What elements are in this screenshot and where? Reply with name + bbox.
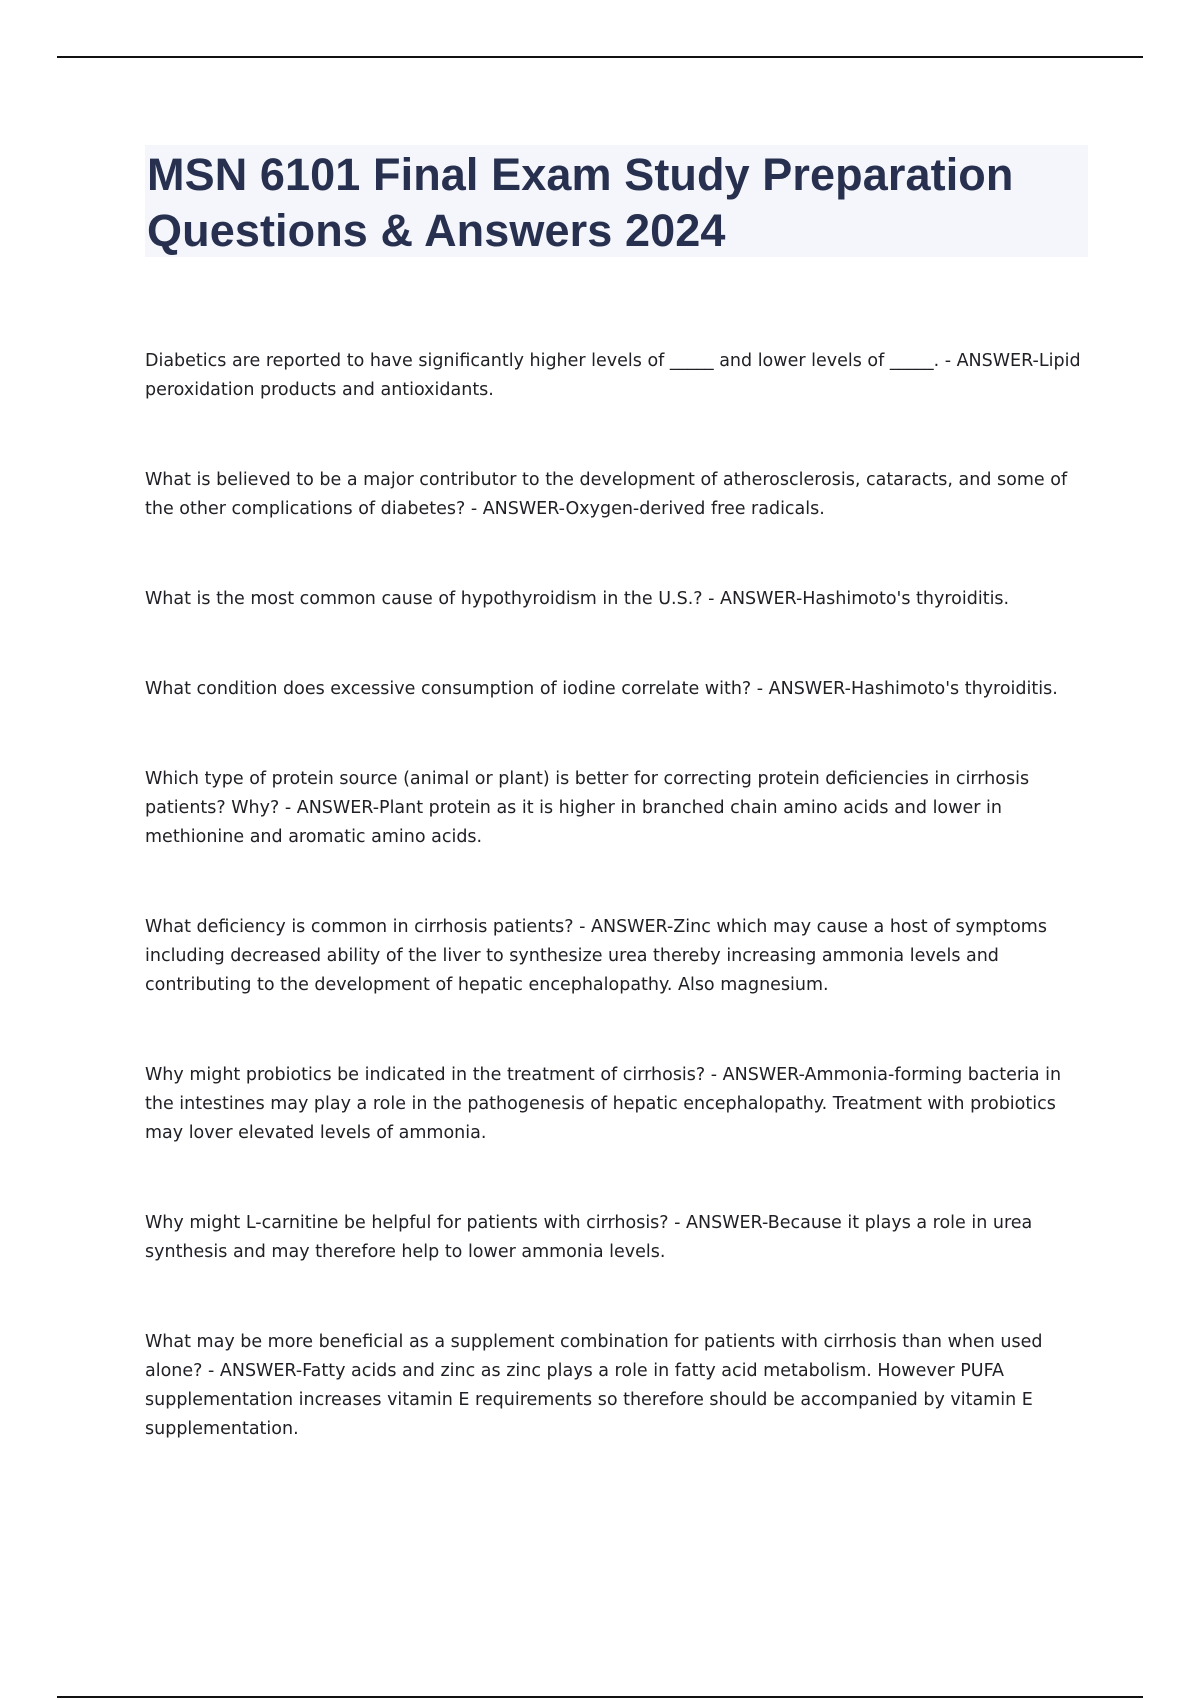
qa-item-3: What is the most common cause of hypothyroidism in the U.S.? - ANSWER-Hashimoto's thyroiditis. [145,589,1010,609]
qa-item-6: What deficiency is common in cirrhosis patients? - ANSWER-Zinc which may cause a host of symptoms including decreased ability of the liver to synthesize urea thereby increasing ammonia levels and contributing to the development of hepatic encephalopathy. Also magnesium. [145,917,1047,995]
qa-item-1: Diabetics are reported to have significantly higher levels of _____ and lower levels of _____. - ANSWER-Lipid peroxidation products and antioxidants. [145,351,1081,400]
qa-item-7: Why might probiotics be indicated in the treatment of cirrhosis? - ANSWER-Ammonia-forming bacteria in the intestines may play a role in the pathogenesis of hepatic encephalopathy. Treatment with probiotics may lover elevated levels of ammonia. [145,1065,1062,1143]
qa-item-8: Why might L-carnitine be helpful for patients with cirrhosis? - ANSWER-Because it plays a role in urea synthesis and may therefore help to lower ammonia levels. [145,1213,1033,1262]
qa-item-5: Which type of protein source (animal or plant) is better for correcting protein deficiencies in cirrhosis patients? Why? - ANSWER-Plant protein as it is higher in branched chain amino acids and lower in methionine and aromatic amino acids. [145,769,1030,847]
qa-item-9: What may be more beneficial as a supplement combination for patients with cirrhosis than when used alone? - ANSWER-Fatty acids and zinc as zinc plays a role in fatty acid metabolism. However PUFA supplementation increases vitamin E requirements so therefore should be accompanied by vitamin E supplementation. [145,1332,1043,1439]
bottom-rule [57,1696,1143,1698]
qa-item-4: What condition does excessive consumption of iodine correlate with? - ANSWER-Hashimoto's thyroiditis. [145,679,1058,699]
document-title: MSN 6101 Final Exam Study Preparation Questions & Answers 2024 [147,149,1014,256]
qa-item-2: What is believed to be a major contributor to the development of atherosclerosis, cataracts, and some of the other complications of diabetes? - ANSWER-Oxygen-derived free radicals. [145,470,1068,519]
title-block [145,145,1088,257]
qa-list [145,347,1095,1444]
top-rule [57,56,1143,58]
